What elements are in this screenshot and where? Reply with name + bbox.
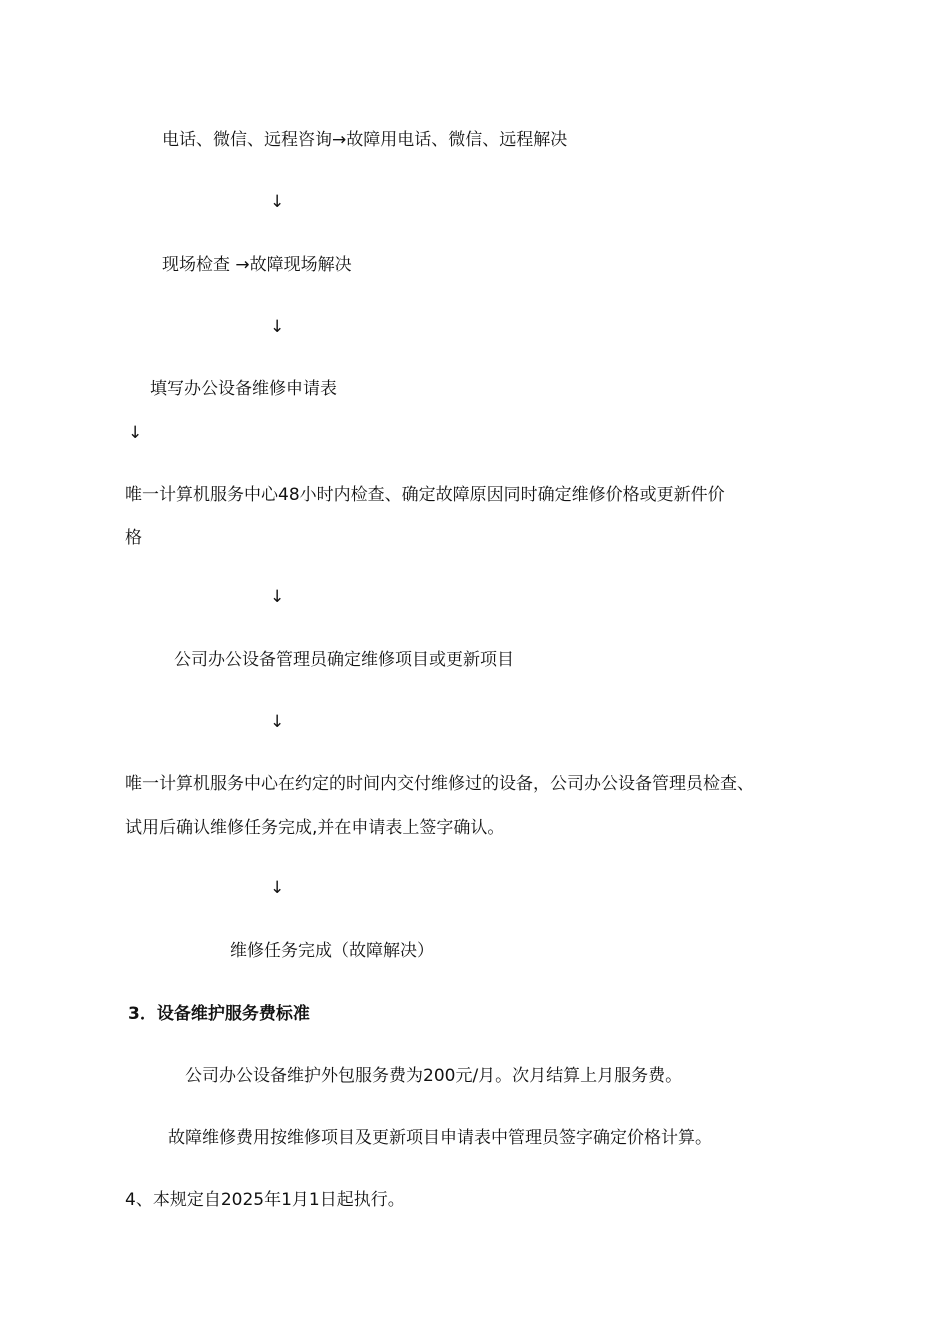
flow-arrow-down-icon: ↓ [128,423,143,443]
flow-arrow-down-icon: ↓ [270,317,285,337]
flow-step-complete: 维修任务完成（故障解决） [230,941,434,961]
flow-step-admin-confirm: 公司办公设备管理员确定维修项目或更新项目 [174,650,514,670]
paragraph-repair-fee: 故障维修费用按维修项目及更新项目申请表中管理员签字确定价格计算。 [168,1128,712,1148]
paragraph-effective-date: 4、本规定自2025年1月1日起执行。 [125,1190,405,1210]
flow-arrow-down-icon: ↓ [270,878,285,898]
section-heading-service-fee: 3．设备维护服务费标准 [128,1004,310,1024]
flow-step-fill-form: 填写办公设备维修申请表 [150,379,337,399]
flow-arrow-down-icon: ↓ [270,587,285,607]
flow-step-service-center-check: 唯一计算机服务中心48小时内检查、确定故障原因同时确定维修价格或更新件价 [125,485,725,505]
flow-step-onsite-check: 现场检查 →故障现场解决 [162,255,352,275]
flow-step-delivery: 唯一计算机服务中心在约定的时间内交付维修过的设备，公司办公设备管理员检查、 [125,774,754,794]
flow-step-service-center-check-cont: 格 [125,528,142,548]
paragraph-monthly-fee: 公司办公设备维护外包服务费为200元/月。次月结算上月服务费。 [185,1066,683,1086]
flow-step-delivery-cont: 试用后确认维修任务完成,并在申请表上签字确认。 [125,818,505,838]
flow-arrow-down-icon: ↓ [270,712,285,732]
flow-arrow-down-icon: ↓ [270,192,285,212]
flow-step-phone-consult: 电话、微信、远程咨询→故障用电话、微信、远程解决 [162,130,568,150]
